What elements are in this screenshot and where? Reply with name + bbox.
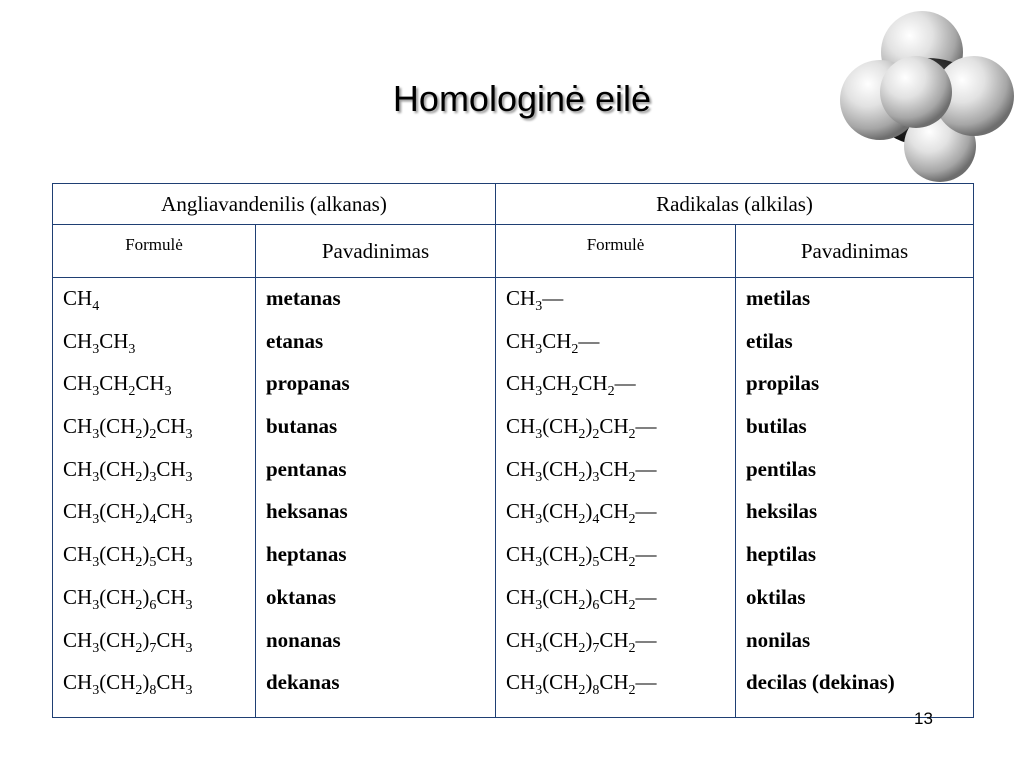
alkane-formula-cell: $CH_4$ (63, 286, 100, 314)
radical-formula-cell: $CH_3(CH_2)_5CH_2—$ (506, 542, 657, 571)
radical-formula-cell: $CH_3(CH_2)_2CH_2—$ (506, 414, 657, 443)
alkane-formula-cell: $CH_3(CH_2)_8CH_3$ (63, 670, 193, 699)
radical-name-cell (746, 412, 963, 455)
radical-name-cell (746, 583, 963, 626)
alkane-formula-cell: $CH_3(CH_2)_3CH_3$ (63, 456, 193, 485)
alkane-name-cell (266, 327, 485, 370)
alkane-name-text: oktanas (266, 584, 337, 609)
radical-name-text: metilas (746, 286, 811, 310)
radical-formula-cell: $CH_3—$ (506, 286, 564, 314)
radical-name-text: etilas (746, 328, 793, 353)
alkane-formula-cell: $CH_3(CH_2)_2CH_3$ (63, 414, 193, 443)
alkane-name-text: nonanas (266, 627, 341, 652)
radical-formula-cell: $CH_3(CH_2)_8CH_2—$ (506, 670, 657, 699)
radical-name-cell (746, 455, 963, 498)
slide-title: Homologinė eilė (392, 78, 652, 119)
alkane-name-text: dekanas (266, 670, 340, 695)
radical-name-cell (746, 668, 963, 711)
radical-formula-cell: $CH_3(CH_2)_4CH_2—$ (506, 499, 657, 528)
alkane-name-text: heptanas (266, 542, 347, 567)
radical-name-cell (746, 540, 963, 583)
radical-name-text: heptilas (746, 542, 817, 567)
radical-name-text: oktilas (746, 584, 806, 609)
page-number: 13 (914, 709, 933, 728)
methane-molecule-icon (836, 6, 1016, 182)
alkane-name-cell (266, 668, 485, 711)
radical-name-cell (746, 626, 963, 669)
alkane-name-text: pentanas (266, 456, 347, 481)
alkane-formula-column (53, 278, 256, 718)
alkane-name-text: butanas (266, 414, 338, 439)
radical-name-cell (746, 284, 963, 327)
alkane-name-cell (266, 583, 485, 626)
radical-name-column (736, 278, 974, 718)
alkane-formula-cell: $CH_3(CH_2)_4CH_3$ (63, 499, 193, 528)
alkane-name-text: propanas (266, 371, 350, 396)
alkane-name-cell (266, 540, 485, 583)
alkane-name-text: metanas (266, 286, 341, 310)
alkane-formula-cell: $CH_3CH_3$ (63, 328, 136, 357)
radical-formula-column (496, 278, 736, 718)
alkane-name-cell (266, 626, 485, 669)
radical-name-cell (746, 327, 963, 370)
radical-name-text: propilas (746, 371, 820, 396)
radical-formula-cell: $CH_3(CH_2)_6CH_2—$ (506, 584, 657, 613)
alkane-name-column (256, 278, 496, 718)
alkane-name-cell (266, 369, 485, 412)
alkane-name-cell (266, 284, 485, 327)
alkane-name-cell (266, 412, 485, 455)
radical-name-text: decilas (dekinas) (746, 670, 895, 695)
radical-formula-cell: $CH_3CH_2—$ (506, 328, 600, 357)
radical-name-cell (746, 369, 963, 412)
alkane-name-cell (266, 455, 485, 498)
radical-formula-cell: $CH_3(CH_2)_7CH_2—$ (506, 627, 657, 656)
radical-name-cell (746, 497, 963, 540)
homologous-series-table (52, 183, 974, 718)
radical-name-header: Pavadinimas (736, 225, 974, 278)
alkane-formula-cell: $CH_3(CH_2)_7CH_3$ (63, 627, 193, 656)
alkane-formula-cell: $CH_3(CH_2)_5CH_3$ (63, 542, 193, 571)
alkane-name-header: Pavadinimas (256, 225, 496, 278)
radical-formula-cell: $CH_3CH_2CH_2—$ (506, 371, 636, 400)
radical-name-text: nonilas (746, 627, 811, 652)
radical-group-header: Radikalas (alkilas) (496, 184, 974, 225)
radical-formula-cell: $CH_3(CH_2)_3CH_2—$ (506, 456, 657, 485)
alkane-name-text: etanas (266, 328, 324, 353)
alkane-formula-header: Formulė (53, 225, 256, 278)
radical-name-text: heksilas (746, 499, 818, 524)
alkane-group-header: Angliavandenilis (alkanas) (53, 184, 496, 225)
radical-name-text: pentilas (746, 456, 817, 481)
alkane-name-cell (266, 497, 485, 540)
alkane-formula-cell: $CH_3CH_2CH_3$ (63, 371, 172, 400)
radical-name-text: butilas (746, 414, 807, 439)
alkane-formula-cell: $CH_3(CH_2)_6CH_3$ (63, 584, 193, 613)
radical-formula-header: Formulė (496, 225, 736, 278)
alkane-name-text: heksanas (266, 499, 348, 524)
